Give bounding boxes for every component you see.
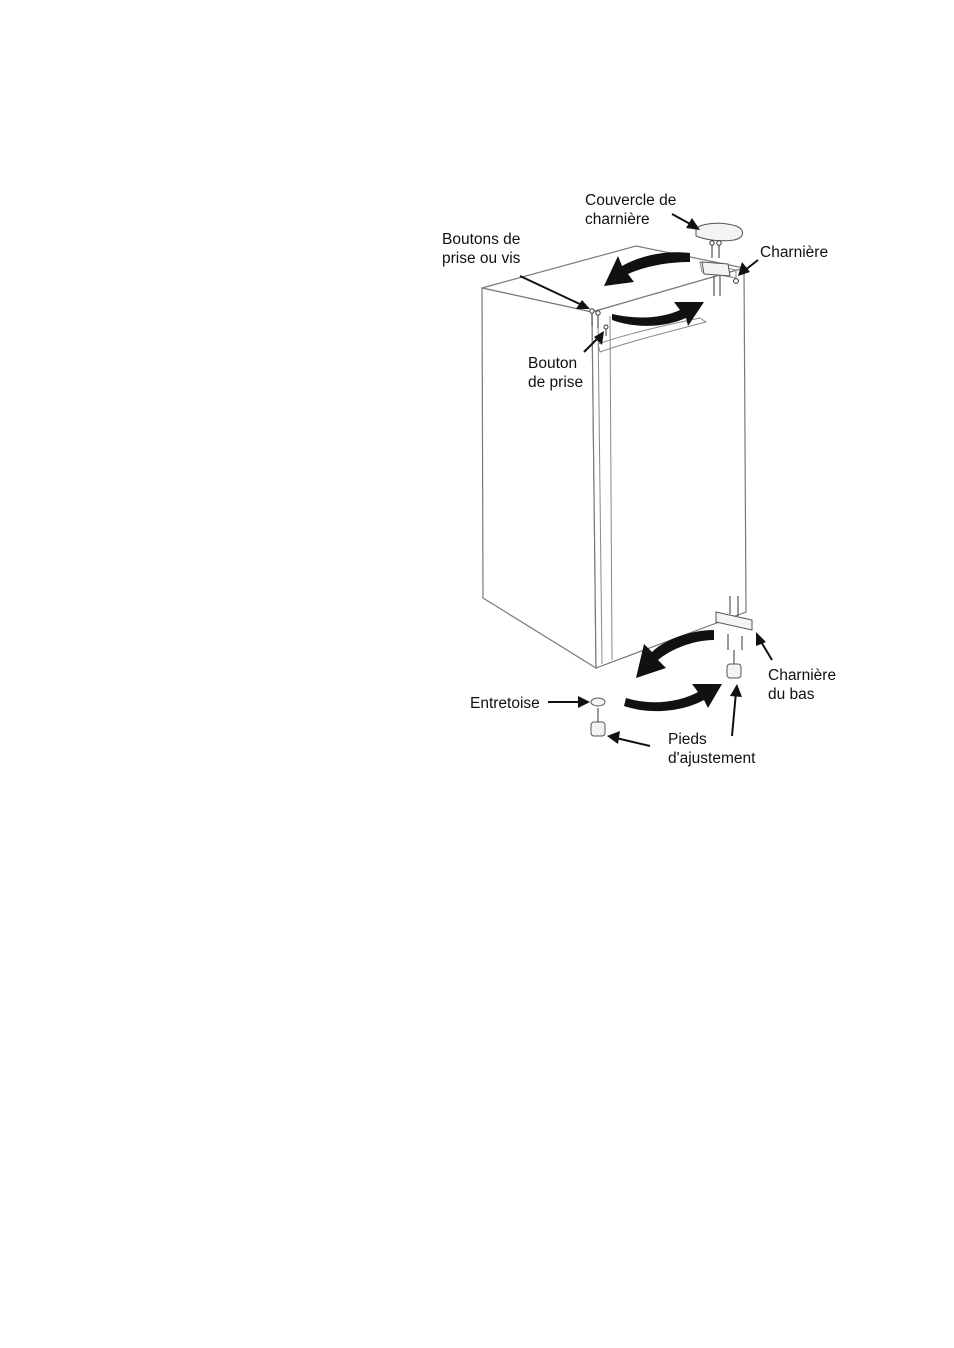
screw-head [717,241,721,245]
plug-button-head [604,325,608,329]
leader-hinge-cover [672,214,700,230]
label-buttons-or-screws: Boutons de prise ou vis [442,231,521,267]
spacer-washer [591,698,605,706]
label-adjusting-feet: Pieds d'ajustement [668,731,756,767]
hinge-cover-part [696,223,743,241]
label-spacer: Entretoise [470,695,540,712]
plug-screw-head [596,311,600,315]
right-adjusting-foot [727,650,741,678]
plug-screw-head [590,309,594,313]
leader-spacer [548,696,590,708]
cabinet-side [592,268,746,668]
label-hinge-cover: Couvercle de charnière [585,192,677,228]
leader-left-foot [607,731,650,746]
top-hinge-plate [702,262,730,276]
left-foot-body [591,722,605,736]
hinge-bolt [734,279,739,284]
foot-body [727,664,741,678]
cabinet-front [482,288,596,668]
hinge-cover-shape [696,223,743,241]
leader-bottom-hinge [756,632,772,660]
leader-hinge [738,260,758,276]
label-bottom-hinge: Charnière du bas [768,667,837,703]
screw-head [710,241,714,245]
refrigerator-cabinet [482,246,746,668]
label-plug-button: Bouton de prise [528,355,584,391]
top-hinge-screws [710,241,721,258]
curved-arrow-right-bottom [624,684,722,711]
label-hinge: Charnière [760,244,829,261]
leader-right-foot [730,684,742,736]
spacer-part [591,698,605,736]
